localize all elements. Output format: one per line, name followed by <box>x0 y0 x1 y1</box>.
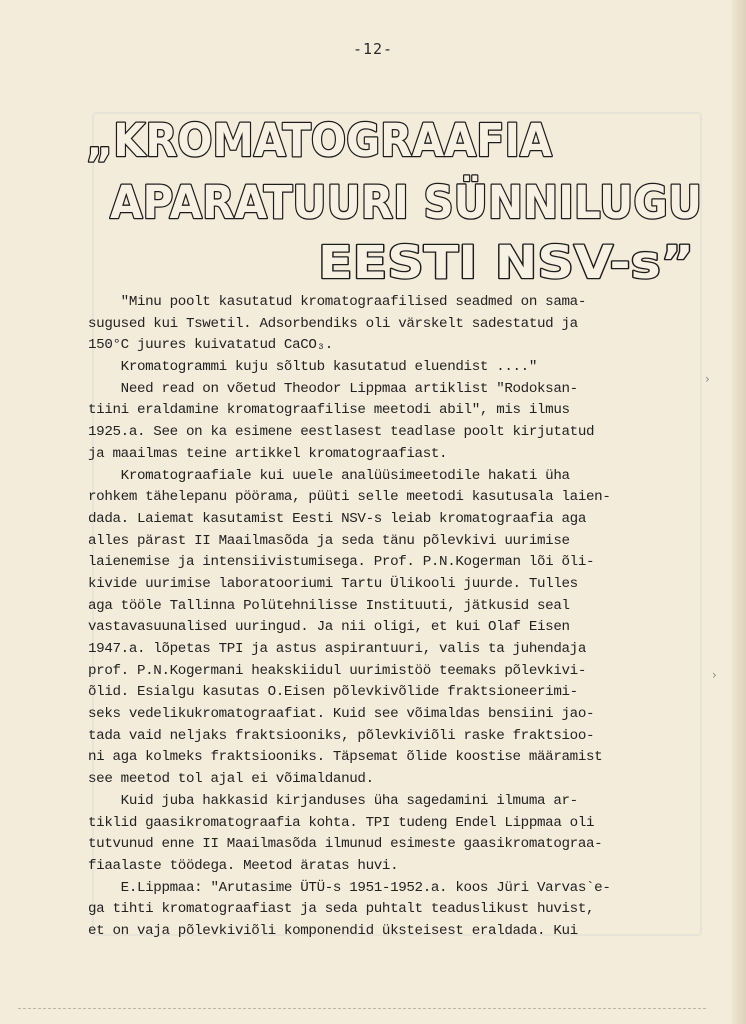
body-line: sugused kui Tswetil. Adsorbendiks oli värskelt sadestatud ja <box>88 315 578 332</box>
body-line: 1947.a. lõpetas TPI ja astus aspirantuuri, valis ta juhendaja <box>88 641 586 657</box>
body-line: alles pärast II Maailmasõda ja seda tänu põlevkivi uurimise <box>88 532 570 549</box>
body-line: tiklid gaasikromatograafia kohta. TPI tudeng Endel Lippmaa oli <box>88 814 595 831</box>
page-number: -12- <box>352 40 394 58</box>
title-line-3: EESTI NSV-s” <box>318 236 694 288</box>
body-line: rohkem tähelepanu pöörama, püüti selle meetodi kasutusala laien- <box>88 489 611 506</box>
body-line: Kuid juba hakkasid kirjanduses üha sagedamini ilmuma ar- <box>88 792 578 809</box>
body-line: aga tööle Tallinna Polütehnilisse Instituuti, jätkusid seal <box>88 597 570 614</box>
body-line: et on vaja põlevkiviõli komponendid üksteisest eraldada. Kui <box>88 922 578 939</box>
body-line: 1925.a. See on ka esimene eestlasest teadlase poolt kirjutatud <box>88 424 595 441</box>
document-title <box>0 108 746 288</box>
margin-mark-right-lower: › <box>712 668 717 682</box>
body-line: dada. Laiemat kasutamist Eesti NSV-s leiab kromatograafia aga <box>88 510 586 527</box>
body-line: laienemise ja intensiivistumisega. Prof. P.N.Kogerman lõi õli- <box>88 554 595 571</box>
body-line: fiaalaste töödega. Meetod äratas huvi. <box>88 857 399 874</box>
page-bottom-rule <box>18 1008 706 1009</box>
title-line-2: APARATUURI SÜNNILUGU <box>110 176 702 229</box>
body-line: kivide uurimise laboratooriumi Tartu Ülikooli juurde. Tulles <box>88 575 578 592</box>
body-line: ja maailmas teine artikkel kromatograafiast. <box>88 445 448 462</box>
body-line: seks vedelikukromatograafiat. Kuid see võimaldas bensiini jao- <box>88 706 595 723</box>
body-line: E.Lippmaa: "Arutasime ÜTÜ-s 1951-1952.a. koos Jüri Varvas`e- <box>88 879 611 896</box>
margin-mark-right: › <box>705 372 710 386</box>
body-line: tiini eraldamine kromatograafilise meetodi abil", mis ilmus <box>88 402 570 419</box>
body-line: see meetod tol ajal ei võimaldanud. <box>88 771 374 788</box>
body-line: prof. P.N.Kogermani heakskiidul uurimistöö teemaks põlevkivi- <box>88 662 586 679</box>
body-text <box>88 292 668 943</box>
body-line: tada vaid neljaks fraktsiooniks, põlevkiviõli raske fraktsioo- <box>88 727 595 744</box>
body-line: Kromatograafiale kui uuele analüüsimeetodile hakati üha <box>88 467 570 484</box>
title-line-1: „KROMATOGRAAFIA <box>86 114 553 167</box>
body-line: Kromatogrammi kuju sõltub kasutatud eluendist ...." <box>88 359 538 376</box>
body-line: Need read on võetud Theodor Lippmaa artiklist "Rodoksan- <box>88 380 578 397</box>
body-line: 150°C juures kuivatatud CaCO₃. <box>88 337 333 354</box>
body-line: ni aga kolmeks fraktsiooniks. Täpsemat õlide koostise määramist <box>88 749 603 766</box>
body-line: "Minu poolt kasutatud kromatograafilised seadmed on sama- <box>88 294 586 310</box>
body-line: õlid. Esialgu kasutas O.Eisen põlevkivõlide fraktsioneerimi- <box>88 684 578 701</box>
body-line: tutvunud enne II Maailmasõda ilmunud esimeste gaasikromatograa- <box>88 836 603 853</box>
body-line: vastavasuunalised uuringud. Ja nii oligi, et kui Olaf Eisen <box>88 619 570 636</box>
body-line: ga tihti kromatograafiast ja seda puhtalt teaduslikust huvist, <box>88 901 595 918</box>
